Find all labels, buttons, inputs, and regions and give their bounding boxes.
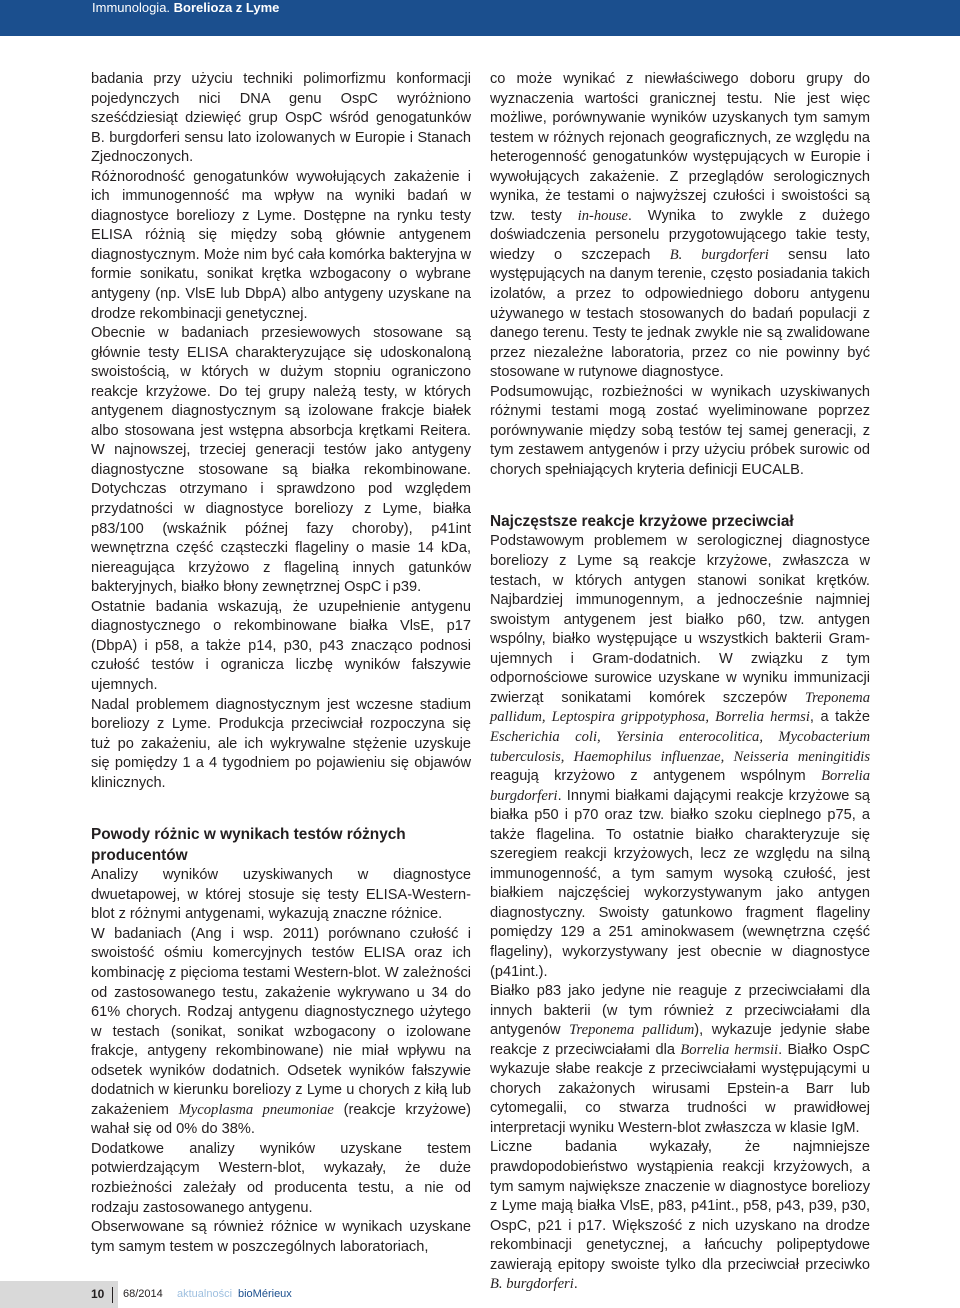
page-number: 10 — [91, 1287, 105, 1301]
text-run: W badaniach (Ang i wsp. 2011) porównano czułość i swoistość ośmiu komercyjnych testów ELISA oraz ich kombinację z pięcioma testami Western-blot. W zależności od zastosowanego testu, zakażenie wykrywano u 34 do 61% chorych. Rodzaj antygenu diagnostycznego użytego w testach (sonikat, sonikat wzbogacony o izolowane frakcje, antygeny rekombinowane) nie miał wpływu na odsetek wyników dodatnich. Odsetek wyników fałszywie dodatnich w kierunku boreliozy z Lyme u chorych z kiłą lub zakażeniem — [91, 925, 471, 1118]
text-run: sensu lato występujących na danym terenie, często posiadania takich izolatów, a przez to odpowiedniego doboru antygenu używanego w testach stosowanych do badań populacji z danego terenu. Testy te jednak zwykle nie są zwalidowane przez niezależne laboratoria, przez co nie powinny być stosowane w rutynowe diagnostyce. — [490, 246, 870, 381]
italic-species: Borrelia hermsii — [680, 1041, 779, 1058]
running-header — [92, 0, 279, 15]
footer-divider — [112, 1287, 113, 1303]
italic-species: Escherichia coli, Yersinia enterocolitica, Mycobacterium tuberculosis, Haemophilus influenzae, Neisseria meningitidis — [490, 728, 870, 765]
text-run: . Wynika to zwykle z dużego doświadczenia personelu przygotowującego takie testy, wiedzy o szczepach — [490, 207, 870, 263]
paragraph: Ostatnie badania wskazują, że uzupełnienie antygenu diagnostycznego o rekombinowane białka VlsE, p17 (DbpA) i p58, a także p14, p30, p43 znacząco podnosi czułość testów i ogranicza liczbę wyników fałszywie ujemnych. — [91, 598, 471, 693]
paragraph — [490, 1138, 870, 1294]
text-run: reagują krzyżowo z antygenem wspólnym — [490, 768, 806, 785]
italic-species: B. burgdorferi — [669, 246, 769, 263]
paragraph — [490, 70, 870, 383]
text-run: , a także — [809, 709, 870, 726]
italic-species: Borrelia burgdorferi — [490, 768, 870, 804]
header-topic: Borelioza z Lyme — [173, 0, 280, 15]
italic-species: Treponema pallidum — [569, 1022, 695, 1039]
publication-name-part2: bioMérieux — [238, 1288, 292, 1300]
issue-number: 68/2014 — [123, 1288, 163, 1300]
paragraph: Obserwowane są również różnice w wynikach uzyskane tym samym testem w poszczególnych laboratoriach, — [91, 1219, 471, 1255]
header-bar — [0, 0, 960, 36]
paragraph — [490, 982, 870, 1138]
text-run: ), wykazuje jedynie słabe reakcje z przeciwciałami dla — [490, 1022, 870, 1058]
right-column — [490, 70, 870, 1295]
italic-species: Mycoplasma pneumoniae — [178, 1101, 334, 1118]
text-run: Liczne badania wykazały, że najmniejsze prawdopodobieństwo wystąpienia reakcji krzyżowych, a tym samym największe znaczenie w diagnostyce boreliozy z Lyme mają białka VlsE, p83, p41int., p58, p43, p39, p30, OspC, p21 i p17. Większość z nich uzyskano na drodze rekombinacji genetycznej, a łańcuchy polipeptydowe zawierają epitopy swoiste tylko dla przeciwciał przeciwko — [490, 1139, 870, 1273]
paragraph: Analizy wyników uzyskiwanych w diagnostyce dwuetapowej, w której stosuje się testy ELISA-Western-blot z różnymi antygenami, wykazują znaczne różnice. — [91, 867, 471, 923]
text-run: (reakcje krzyżowe) wahał się od 0% do 38%. — [91, 1101, 471, 1138]
section-heading: Powody różnic w wynikach testów różnych producentów — [91, 826, 406, 865]
text-run: co może wynikać z niewłaściwego doboru grupy do wyznaczenia wartości granicznej testu. Nie jest więc możliwe, porównywanie wyników uzyskanych tym samym testem w różnych rejonach geograficznych, ze względu na heterogenność genogatunków występujących w Europie i wywołujących zakażenie. Z przeglądów serologicznych wynika, że testami o najwyższej czułości i swoistości są tzw. testy — [490, 71, 870, 224]
publication-name-part1: aktualności — [177, 1288, 233, 1300]
paragraph: Dodatkowe analizy wyników uzyskane testem potwierdzającym Western-blot, wykazały, że duże rozbieżności zależały od producenta testu, a nie od rodzaju zastosowanego antygenu. — [91, 1140, 471, 1216]
italic-species: Treponema pallidum, Leptospira grippotyphosa, Borrelia hermsi — [490, 689, 870, 726]
paragraph: Podsumowując, rozbieżności w wynikach uzyskiwanych różnymi testami mogą zostać wyeliminowane poprzez porównywanie między sobą testów tej samej generacji, z tym zestawem antygenów i przy użyciu próbek surowic od chorych spełniających kryteria definicji EUCALB. — [490, 383, 870, 478]
italic-term: in-house — [577, 207, 628, 224]
paragraph: Różnorodność genogatunków wywołujących zakażenie i ich immunogenność ma wpływ na wyniki badań w diagnostyce boreliozy z Lyme. Dostępne na rynku testy ELISA różnią się między sobą głównie antygenem diagnostycznym. Może nim być cała komórka bakteryjna w formie sonikatu, sonikat krętka wzbogacony o wybrane antygeny (np. VlsE lub DbpA) albo antygeny uzyskane na drodze rekombinacji genetycznej. — [91, 168, 471, 322]
footer-bar — [0, 1281, 960, 1308]
text-run: Podstawowym problemem w serologicznej diagnostyce boreliozy z Lyme są reakcje krzyżowe, zwłaszcza w testach, w których antygen stanowi sonikat krętków. Najbardziej immunogennym, a jednocześnie najmniej swoistym antygenem jest białko p60, tzw. antygen wspólny, białko występujące u wszystkich bakterii Gram-ujemnych i Gram-dodatnich. W związku z tym odpornościowe surowice uzyskane w wyniku immunizacji zwierząt sonikatami komórek szczepów — [490, 533, 870, 706]
italic-species: B. burgdorferi — [490, 1276, 574, 1293]
text-run: Białko p83 jako jedyne nie reaguje z przeciwciałami dla innych bakterii (w tym również z przeciwciałami dla antygenów — [490, 983, 870, 1039]
header-section: Immunologia. — [92, 0, 171, 15]
paragraph — [490, 532, 870, 982]
paragraph: Obecnie w badaniach przesiewowych stosowane są głównie testy ELISA charakteryzujące się udoskonaloną swoistością, w których w dużym stopniu ograniczono reakcje krzyżowe. Do tej grupy należą testy, w których antygenem diagnostycznym są izolowane frakcje białek albo stosowana jest wstępna absorbcja krętkami Reitera. W najnowszej, trzeciej generacji testów jako antygeny diagnostyczne stosowane są białka rekombinowane. Dotychczas otrzymano i sprawdzono pod względem przydatności w diagnostyce boreliozy z Lyme, białka p83/100 (wskaźnik późnej fazy choroby), p41int wewnętrzna część cząsteczki flageliny o masie 14 kDa, niereagująca krzyżowo z flageliną innych gatunków bakteryjnych, białko błony zewnętrznej OspC i p39. — [91, 325, 471, 596]
paragraph: badania przy użyciu techniki polimorfizmu konformacji pojedynczych nici DNA genu OspC wyróżniono sześćdziesiąt dziewięć grup OspC wśród genogatunków B. burgdorferi sensu lato izolowanych w Europie i Stanach Zjednoczonych. — [91, 71, 471, 166]
section-heading: Najczęstsze reakcje krzyżowe przeciwciał — [490, 513, 794, 531]
text-run: . Białko OspC wykazuje słabe reakcje z przeciwciałami występującymi u chorych zakażonych wirusami Epstein-a Barr lub cytomegalii, co stwarza trudności w prawidłowej interpretacji wyniku Western-blot zwłaszcza w klasie IgM. — [490, 1041, 870, 1136]
left-column — [91, 70, 471, 1257]
text-run: . — [573, 1276, 578, 1293]
paragraph: Nadal problemem diagnostycznym jest wczesne stadium boreliozy z Lyme. Produkcja przeciwciał rozpoczyna się tuż po zakażeniu, ale ich wykrywalne stężenie uzyskuje się pomiędzy 1 a 4 tygodniem po pojawieniu się objawów klinicznych. — [91, 696, 471, 791]
text-run: . Innymi białkami dającymi reakcje krzyżowe są białka p50 i p70 oraz tzw. białko szoku cieplnego p75, a także flagelina. To ostatnie białko charakteryzuje się szeregiem reakcji krzyżowych, lecz ze względu na silną immunogenność, a tym samym wysoką czułość, jest białkiem najczęściej wykorzystywanym jako antygen diagnostyczny. Swoisty gatunkowo fragment flageliny pomiędzy 129 a 251 aminokwasem (wewnętrzna część flageliny), wykorzystywany jest obecnie w diagnostyce (p41int.). — [490, 787, 870, 980]
paragraph — [91, 925, 471, 1140]
